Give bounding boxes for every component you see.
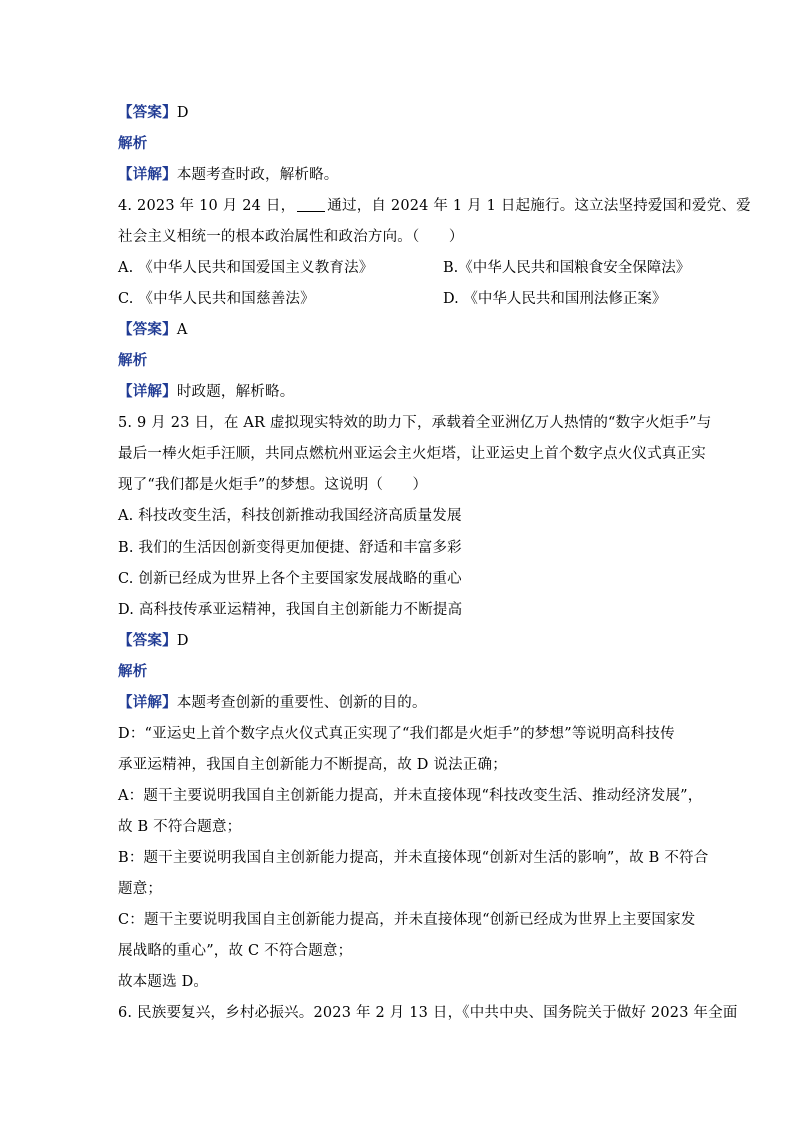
q5-explanation-b-line2: 题意； xyxy=(118,881,163,897)
q5-stem-line2: 最后一棒火炬手汪顺，共同点燃杭州亚运会主火炬塔，让亚运史上首个数字点火仪式真正实 xyxy=(118,446,706,462)
q5-explanation-b-line1: B：题干主要说明我国自主创新能力提高，并未直接体现“创新对生活的影响”，故 B 不符合 xyxy=(118,850,709,866)
q5-explanation-d-line1: D：“亚运史上首个数字点火仪式真正实现了“我们都是火炬手”的梦想”等说明高科技传 xyxy=(118,726,675,742)
q3-detail xyxy=(118,165,339,185)
detail-label: 【详解】 xyxy=(118,383,177,400)
analysis-label: 解析 xyxy=(118,663,148,680)
q4-answer xyxy=(118,320,187,340)
q5-stem-line1: 5. 9 月 23 日，在 AR 虚拟现实特效的助力下，承载着全亚洲亿万人热情的“数字火炬手”与 xyxy=(118,415,712,431)
q5-option-c: C. 创新已经成为世界上各个主要国家发展战略的重心 xyxy=(118,571,462,587)
q5-explanation-a-line1: A：题干主要说明我国自主创新能力提高，并未直接体现“科技改变生活、推动经济发展”， xyxy=(118,788,703,804)
answer-value: D xyxy=(176,633,189,649)
analysis-label: 解析 xyxy=(118,352,148,369)
detail-label: 【详解】 xyxy=(118,694,177,711)
q5-explanation-d-line2: 承亚运精神，我国自主创新能力不断提高，故 D 说法正确； xyxy=(118,757,507,773)
q5-explanation-c-line2: 展战略的重心”，故 C 不符合题意； xyxy=(118,943,353,959)
q5-option-d: D. 高科技传承亚运精神，我国自主创新能力不断提高 xyxy=(118,602,463,618)
q5-stem-line3: 现了“我们都是火炬手”的梦想。这说明（ ） xyxy=(118,477,428,493)
q4-stem-line1 xyxy=(118,196,751,216)
q3-answer xyxy=(118,103,189,123)
q4-option-a: A. 《中华人民共和国爱国主义教育法》 xyxy=(118,260,374,276)
detail-label: 【详解】 xyxy=(118,166,177,183)
answer-label: 【答案】 xyxy=(118,104,177,121)
q4-stem-part2: 通过，自 2024 年 1 月 1 日起施行。这立法坚持爱国和爱党、爱 xyxy=(327,198,751,214)
answer-label: 【答案】 xyxy=(118,632,177,649)
detail-text: 时政题，解析略。 xyxy=(176,384,295,400)
q5-explanation-a-line2: 故 B 不符合题意； xyxy=(118,819,242,835)
q5-detail xyxy=(118,693,427,713)
fill-in-blank xyxy=(297,197,325,212)
q6-stem-line1: 6. 民族要复兴，乡村必振兴。2023 年 2 月 13 日，《中共中央、国务院关于做好 2023 年全面 xyxy=(118,1005,738,1021)
q5-conclusion: 故本题选 D。 xyxy=(118,974,209,990)
q5-explanation-c-line1: C：题干主要说明我国自主创新能力提高，并未直接体现“创新已经成为世界上主要国家发 xyxy=(118,912,696,928)
q4-detail xyxy=(118,382,294,402)
answer-label: 【答案】 xyxy=(118,321,177,338)
q5-answer xyxy=(118,631,189,651)
detail-text: 本题考查创新的重要性、创新的目的。 xyxy=(176,695,427,711)
answer-value: D xyxy=(176,105,189,121)
detail-text: 本题考查时政，解析略。 xyxy=(176,167,339,183)
q5-option-a: A. 科技改变生活，科技创新推动我国经济高质量发展 xyxy=(118,508,462,524)
q5-analysis-heading xyxy=(118,662,147,682)
q4-option-c: C. 《中华人民共和国慈善法》 xyxy=(118,291,315,307)
q5-option-b: B. 我们的生活因创新变得更加便捷、舒适和丰富多彩 xyxy=(118,540,462,556)
q4-option-d: D. 《中华人民共和国刑法修正案》 xyxy=(443,291,667,307)
q4-analysis-heading xyxy=(118,351,147,371)
analysis-label: 解析 xyxy=(118,135,148,152)
q3-analysis-heading xyxy=(118,134,147,154)
q4-stem-part1: 4. 2023 年 10 月 24 日， xyxy=(118,198,296,214)
answer-value: A xyxy=(176,322,188,338)
q4-option-b: B.《中华人民共和国粮食安全保障法》 xyxy=(443,260,691,276)
q4-stem-line2: 社会主义相统一的根本政治属性和政治方向。（ ） xyxy=(118,229,464,245)
